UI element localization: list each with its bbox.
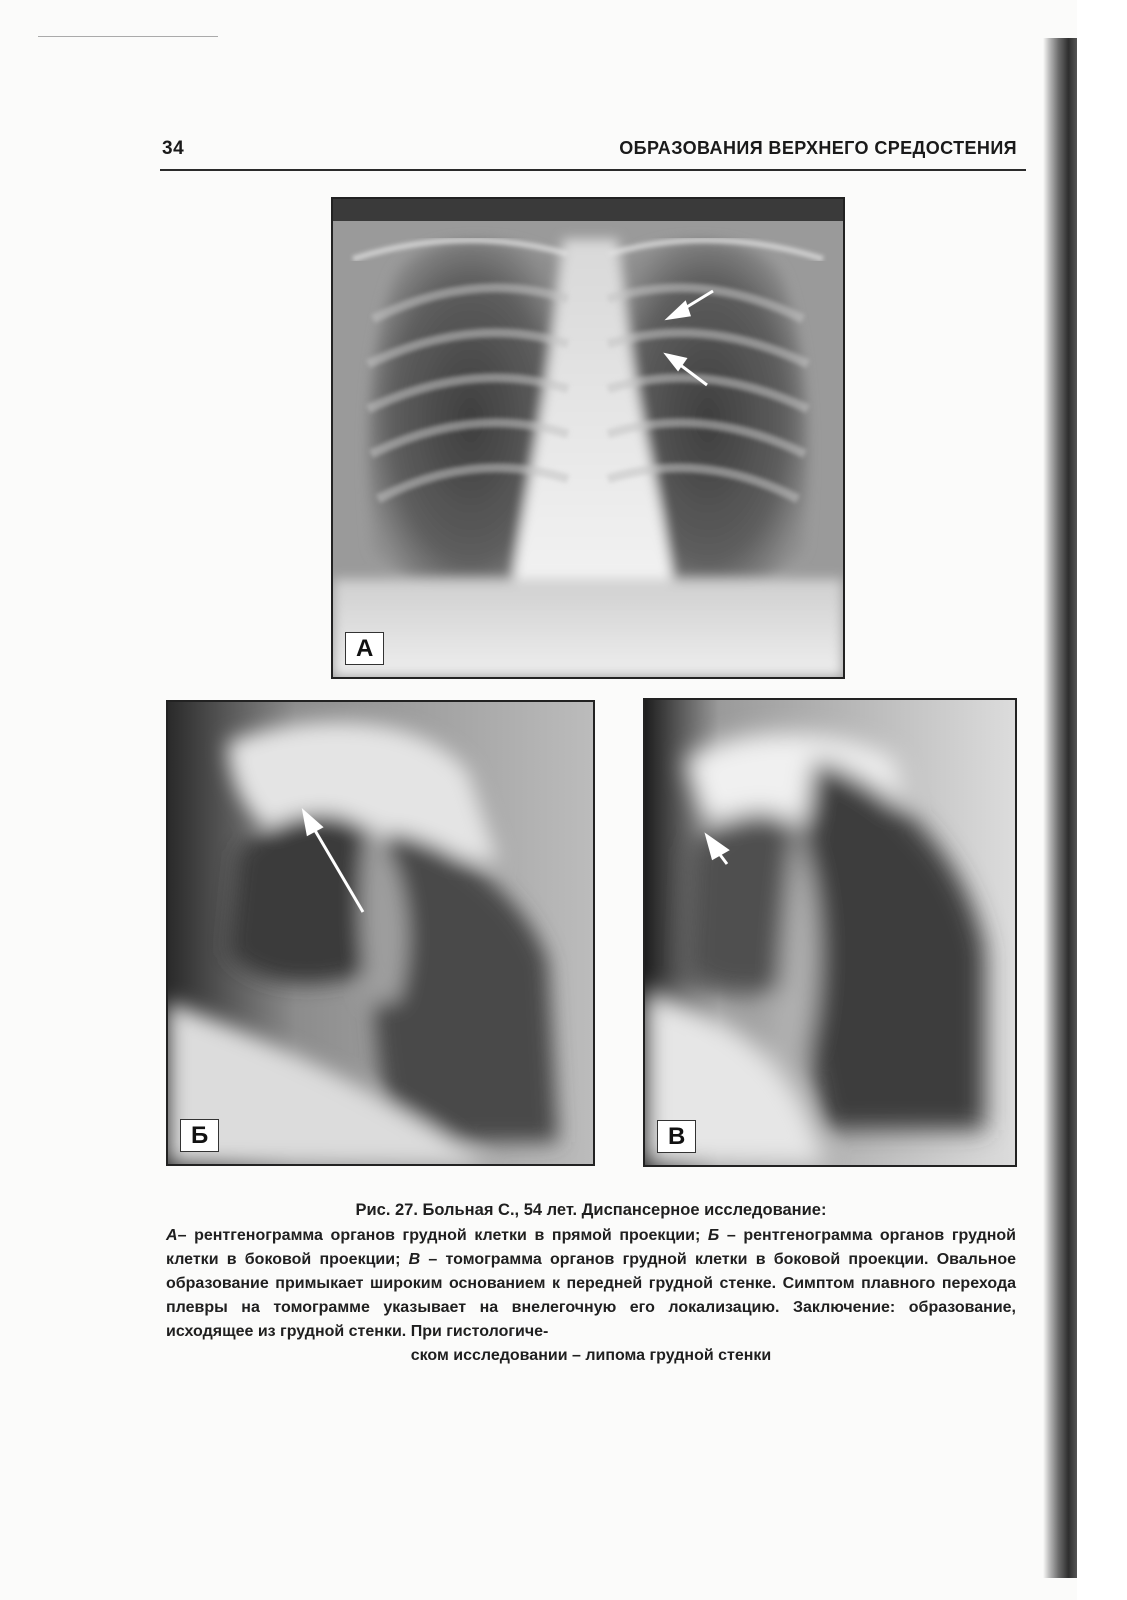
tomogram-lateral-image — [645, 700, 1015, 1165]
header-rule — [160, 169, 1026, 171]
panel-label-a: А — [345, 632, 384, 665]
scan-edge-line — [38, 36, 218, 37]
caption-part-a: – рентгенограмма органов грудной клетки в прямой проекции; — [177, 1227, 708, 1244]
scan-margin — [1077, 0, 1127, 1600]
caption-part-b: – рентгенограмма органов грудной клетки в боковой проекции; — [166, 1227, 1016, 1268]
caption-letter-a: А — [166, 1227, 178, 1244]
xray-frontal-panel — [331, 197, 845, 679]
book-binding-shadow — [1043, 38, 1077, 1578]
caption-letter-v: В — [408, 1251, 421, 1268]
figure-caption — [166, 1198, 1016, 1368]
page-header — [162, 138, 1029, 170]
xray-lateral-panel — [166, 700, 595, 1166]
xray-frontal-image — [333, 199, 843, 677]
tomogram-lateral-panel — [643, 698, 1017, 1167]
caption-title: Рис. 27. Больная С., 54 лет. Диспансерное исследование: — [355, 1201, 827, 1219]
caption-part-v: – томограмма органов грудной клетки в боковой проекции. Овальное образование примыкает широким основанием к передней грудной стенке. Симптом плавного перехода плевры на томограмме указывает на внелегочную его локализацию. Заключение: образование, исходящее из грудной стенки. При гистологиче- — [166, 1251, 1016, 1340]
caption-body — [166, 1224, 1016, 1344]
panel-label-v: В — [657, 1120, 696, 1153]
running-title: ОБРАЗОВАНИЯ ВЕРХНЕГО СРЕДОСТЕНИЯ — [619, 138, 1017, 158]
xray-lateral-image — [168, 702, 593, 1164]
caption-letter-b: Б — [707, 1227, 720, 1244]
panel-label-b: Б — [180, 1119, 219, 1152]
caption-last-line: ском исследовании – липома грудной стенки — [410, 1347, 772, 1364]
page-number: 34 — [162, 138, 185, 159]
